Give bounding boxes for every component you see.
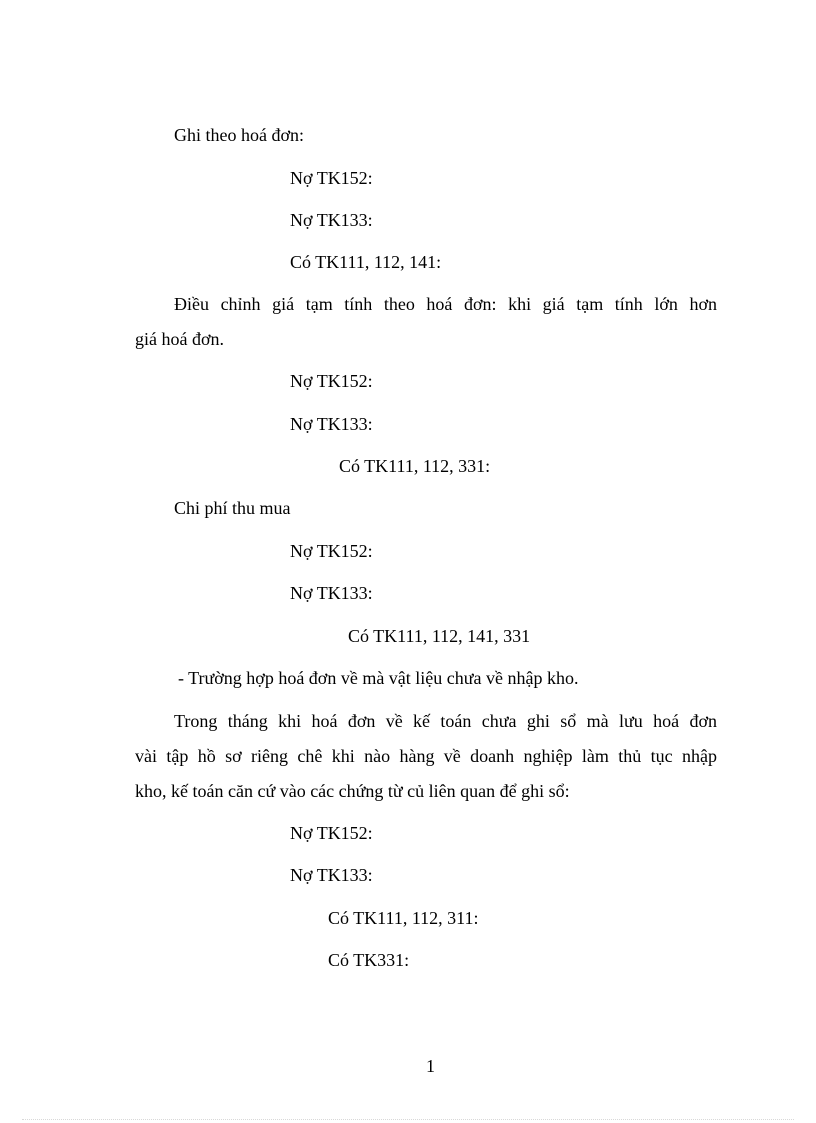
text-line: Ghi theo hoá đơn: [174,125,304,145]
text-line: Có TK111, 112, 331: [339,456,491,476]
text-line: Trong tháng khi hoá đơn về kế toán chưa ghi sổ mà lưu hoá đơn [174,711,717,731]
text-line: Nợ TK152: [290,371,373,391]
text-line: Có TK111, 112, 141: [290,252,442,272]
text-line: Nợ TK152: [290,823,373,843]
text-line: Nợ TK133: [290,210,373,230]
text-line: Chi phí thu mua [174,498,291,518]
text-line: - Trường hợp hoá đơn về mà vật liệu chưa về nhập kho. [178,668,579,688]
page-number: 1 [426,1056,435,1076]
text-line: Nợ TK133: [290,865,373,885]
text-line: Nợ TK152: [290,168,373,188]
text-line: Có TK111, 112, 311: [328,908,479,928]
text-line: Nợ TK133: [290,414,373,434]
text-line: vài tập hồ sơ riêng chê khi nào hàng về doanh nghiệp làm thủ tục nhập [135,746,717,766]
text-line: Nợ TK133: [290,583,373,603]
page-bottom-divider [22,1119,794,1120]
text-line: Nợ TK152: [290,541,373,561]
text-line: Có TK111, 112, 141, 331 [348,626,531,646]
text-line: Có TK331: [328,950,410,970]
text-line: Điều chỉnh giá tạm tính theo hoá đơn: khi giá tạm tính lớn hơn [174,294,717,314]
text-line: giá hoá đơn. [135,329,224,349]
text-line: kho, kế toán căn cứ vào các chứng từ củ liên quan để ghi sổ: [135,781,570,801]
